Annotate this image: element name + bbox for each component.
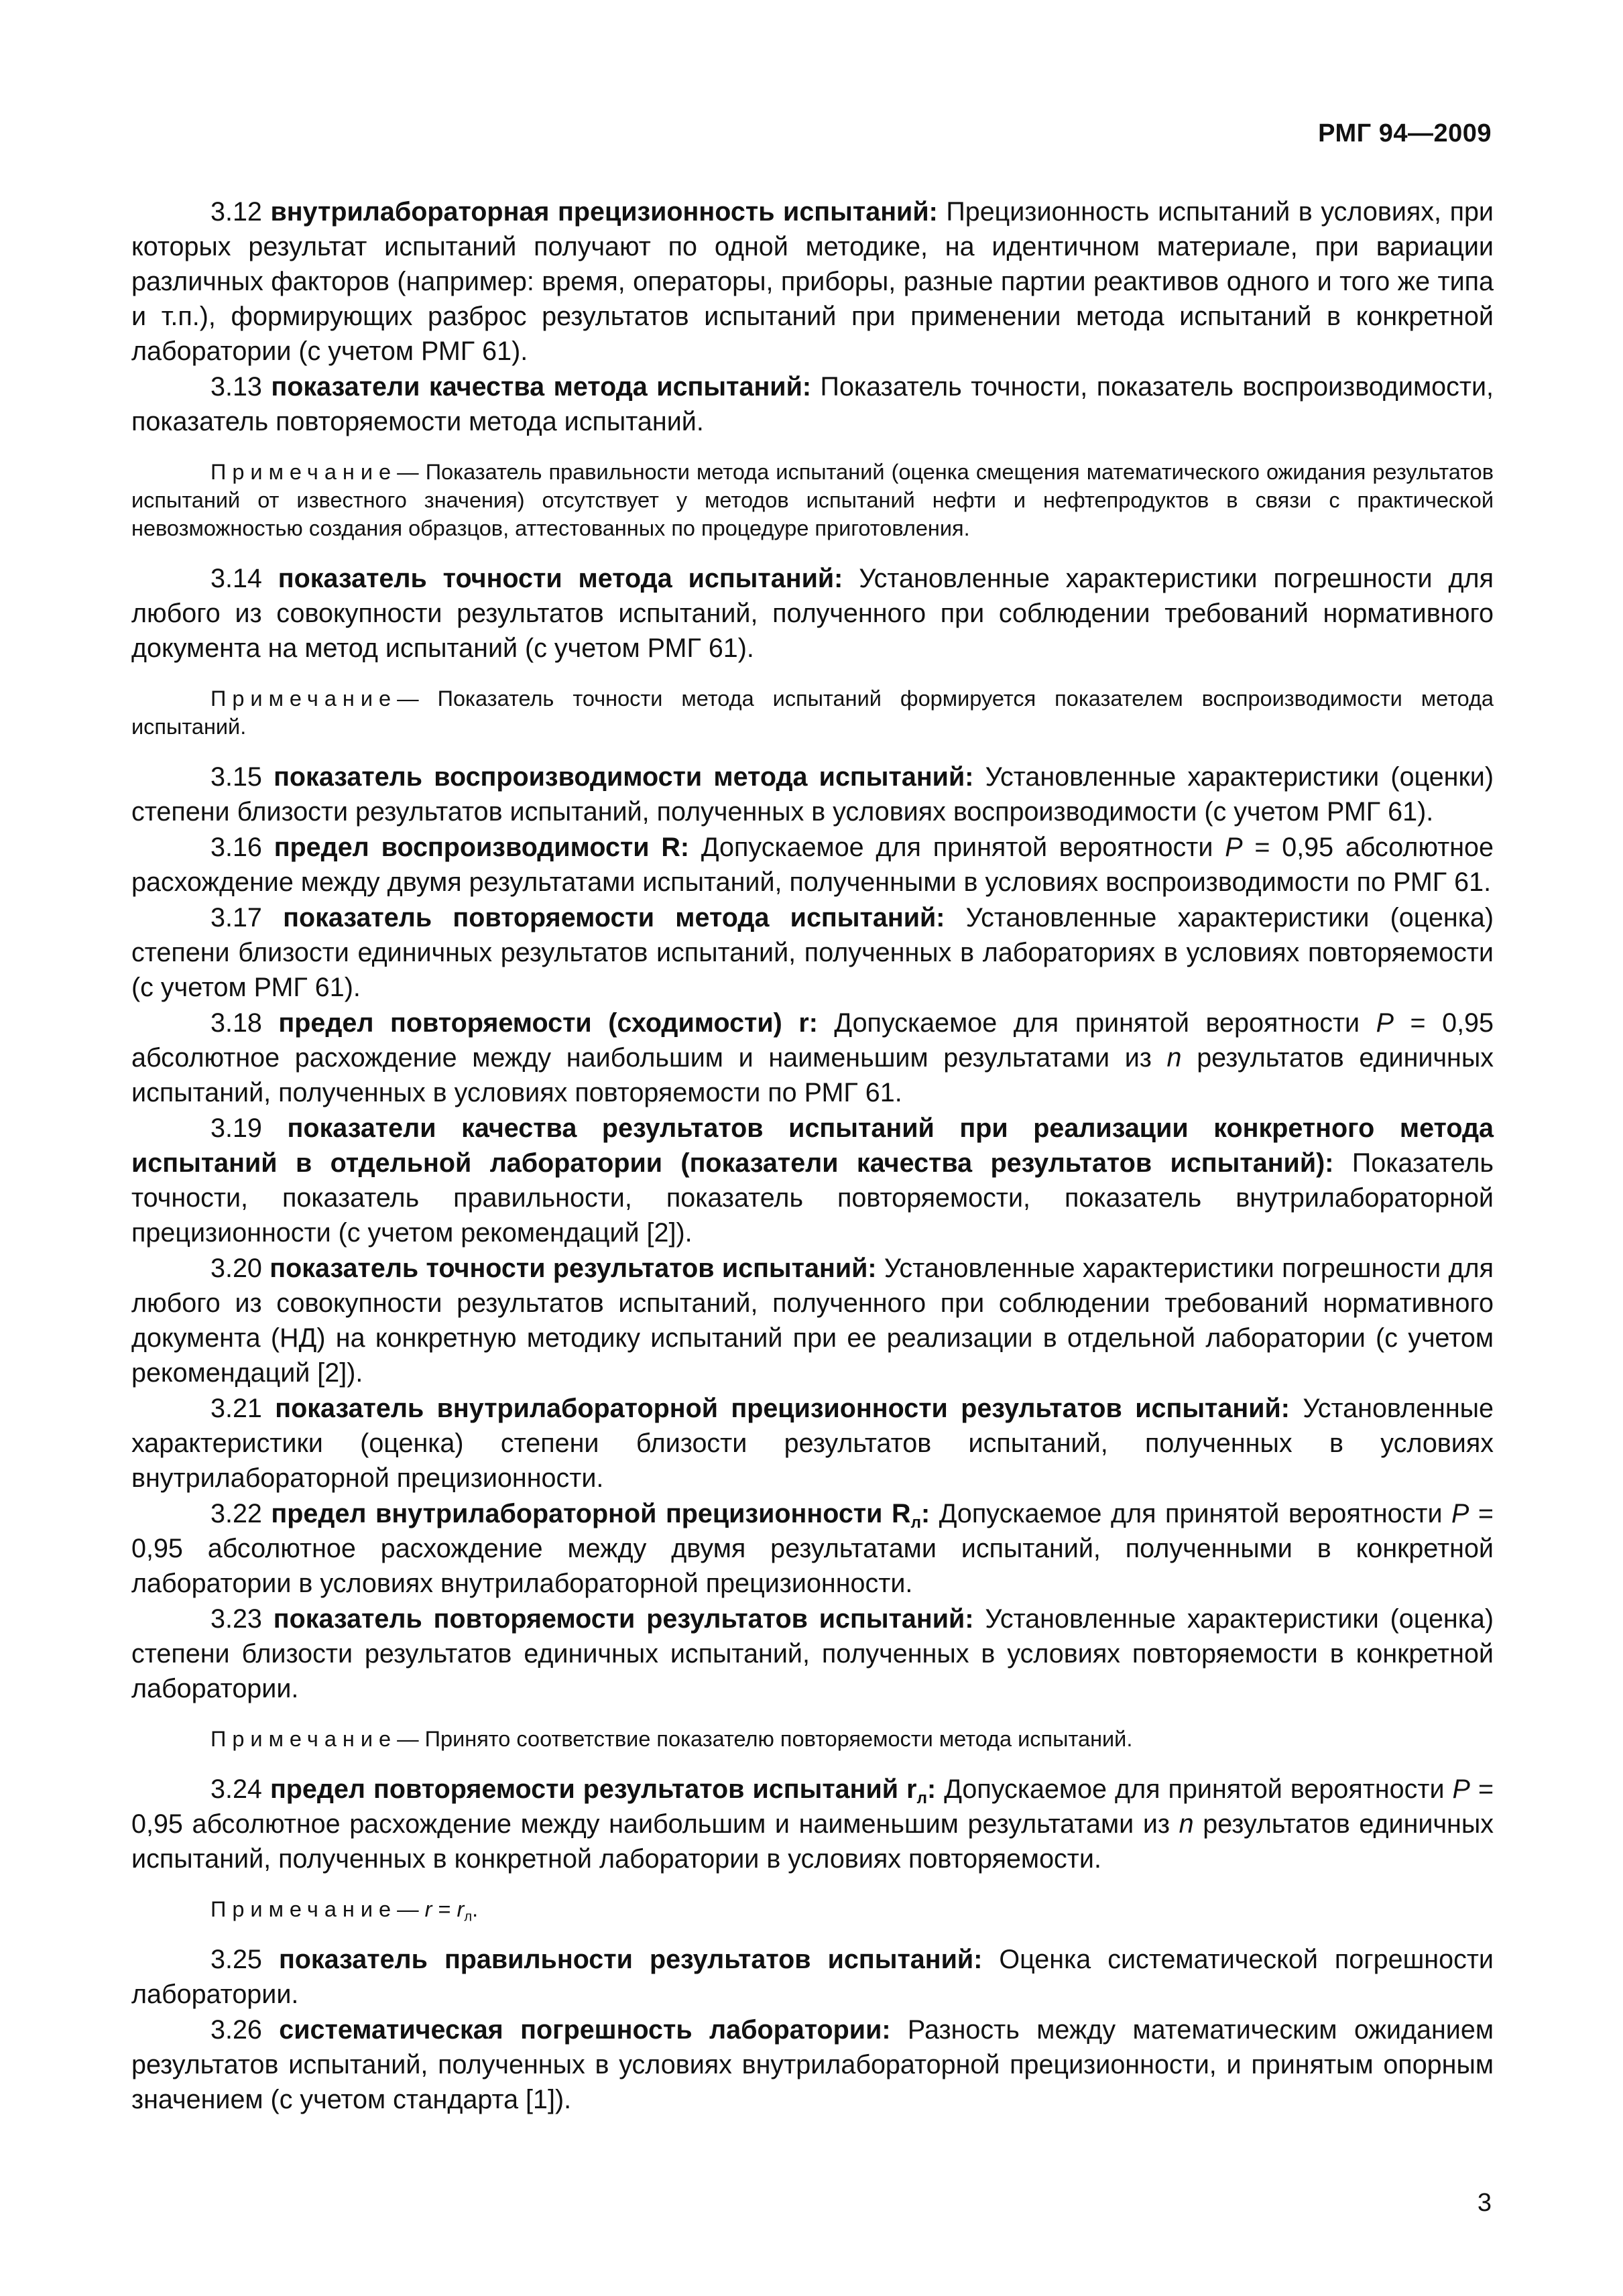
note-1 — [131, 458, 1494, 542]
item-number: 3.20 — [211, 1254, 262, 1283]
definition-3-14 — [131, 561, 1494, 666]
definition-3-24: 3.24 предел повторяемости результатов испытаний $r_л$: Допускаемое для принятой вероятности P = 0,95 абсолютное расхождение между наибольшим и наименьшим результатами из n результатов единичных испытаний, полученных в конкретной лаборатории в условиях повторяемости. — [131, 1774, 1494, 1874]
term: систематическая погрешность лаборатории: — [279, 2015, 891, 2045]
item-number: 3.22 — [211, 1499, 262, 1528]
definition-3-18: 3.18 предел повторяемости (сходимости) r: Допускаемое для принятой вероятности P = 0,95 абсолютное расхождение между наибольшим и наименьшим результатами из n результатов единичных испытаний, полученных в условиях повторяемости по РМГ 61. — [131, 1008, 1494, 1107]
document-body — [131, 194, 1494, 2118]
definition-text: Прецизионность испытаний в условиях, при которых результат испытаний получают по одной методике, на идентичном материале, при вариации различных факторов (например: время, операторы, приборы, разные партии реактивов одного и того же типа и т.п.), формирующих разброс результатов испытаний при применении метода испытаний в конкретной лаборатории (с учетом РМГ 61). — [131, 197, 1494, 366]
variable: n — [1179, 1809, 1194, 1839]
definition-3-26 — [131, 2012, 1494, 2117]
item-number: 3.23 — [211, 1604, 262, 1634]
definition-3-19 — [131, 1111, 1494, 1250]
item-number: 3.13 — [211, 372, 262, 402]
item-number: 3.21 — [211, 1394, 262, 1423]
term: показатель внутрилабораторной прецизионности результатов испытаний: — [275, 1394, 1290, 1423]
definition-text: Установленные характеристики (оценка) степени близости результатов единичных испытаний, полученных в условиях повторяемости в конкретной лаборатории. — [131, 1604, 1494, 1703]
definition-3-25 — [131, 1942, 1494, 2012]
item-number: 3.15 — [211, 762, 262, 792]
variable: P — [1376, 1008, 1394, 1038]
variable: P — [1225, 833, 1243, 862]
term: показатели качества метода испытаний: — [271, 372, 812, 402]
note-3 — [131, 1725, 1494, 1753]
term: предел повторяемости результатов испытаний $r_л$: — [269, 1774, 937, 1807]
note-text: — Принято соответствие показателю повторяемости метода испытаний. — [397, 1727, 1133, 1751]
term: показатель повторяемости метода испытаний: — [283, 903, 945, 932]
item-number: 3.14 — [211, 564, 262, 593]
note-label: Примечание — [211, 460, 398, 484]
term: показатель повторяемости результатов испытаний: — [273, 1604, 974, 1634]
definition-3-21 — [131, 1391, 1494, 1496]
note-text: — Показатель точности метода испытаний формируется показателем воспроизводимости метода испытаний. — [131, 686, 1494, 739]
term: предел повторяемости (сходимости) r: — [278, 1008, 818, 1038]
document-code: РМГ 94—2009 — [1318, 119, 1492, 147]
item-number: 3.16 — [211, 833, 262, 862]
definition-text: Показатель точности, показатель воспроизводимости, показатель повторяемости метода испытаний. — [131, 372, 1494, 436]
note-label: Примечание — [211, 1897, 398, 1921]
definition-text: Установленные характеристики (оценка) степени близости результатов испытаний, полученных в условиях внутрилабораторной прецизионности. — [131, 1394, 1494, 1493]
definition-text: Показатель точности, показатель правильности, показатель повторяемости, показатель внутрилабораторной прецизионности (с учетом рекомендаций [2]). — [131, 1148, 1494, 1248]
term: показатель воспроизводимости метода испытаний: — [274, 762, 974, 792]
definition-3-17 — [131, 900, 1494, 1005]
definition-3-20 — [131, 1251, 1494, 1390]
item-number: 3.18 — [211, 1008, 262, 1038]
definition-3-13 — [131, 369, 1494, 439]
variable: P — [1451, 1499, 1469, 1528]
term: показатели качества результатов испытаний при реализации конкретного метода испытаний в отдельной лаборатории (показатели качества результатов испытаний): — [131, 1113, 1494, 1178]
term: предел воспроизводимости R: — [274, 833, 690, 862]
definition-text: Установленные характеристики погрешности для любого из совокупности результатов испытаний, полученного при соблюдении требований нормативного документа на метод испытаний (с учетом РМГ 61). — [131, 564, 1494, 663]
definition-3-23 — [131, 1602, 1494, 1706]
term: внутрилабораторная прецизионность испытаний: — [270, 197, 938, 227]
item-number: 3.24 — [211, 1774, 262, 1804]
definition-text: Оценка систематической погрешности лаборатории. — [131, 1945, 1494, 2009]
definition-3-16: 3.16 предел воспроизводимости R: Допускаемое для принятой вероятности P = 0,95 абсолютное расхождение между двумя результатами испытаний, полученными в условиях воспроизводимости по РМГ 61. — [131, 833, 1494, 897]
item-number: 3.19 — [211, 1113, 262, 1143]
definition-text: Разность между математическим ожиданием результатов испытаний, полученных в условиях внутрилабораторной прецизионности, и принятым опорным значением (с учетом стандарта [1]). — [131, 2015, 1494, 2114]
definition-3-22: 3.22 предел внутрилабораторной прецизионности $R_л$: Допускаемое для принятой вероятности P = 0,95 абсолютное расхождение между двумя результатами испытаний, полученными в конкретной лаборатории в условиях внутрилабораторной прецизионности. — [131, 1499, 1494, 1598]
variable: P — [1452, 1774, 1470, 1804]
note-label: Примечание — [211, 686, 398, 711]
definition-3-12 — [131, 194, 1494, 369]
term: показатель правильности результатов испытаний: — [278, 1945, 983, 1974]
term: показатель точности результатов испытаний: — [269, 1254, 877, 1283]
term: предел внутрилабораторной прецизионности $R_л$: — [271, 1499, 930, 1532]
item-number: 3.17 — [211, 903, 262, 932]
variable: n — [1166, 1043, 1182, 1073]
note-text: — Показатель правильности метода испытаний (оценка смещения математического ожидания результатов испытаний от известного значения) отсутствует у методов испытаний нефти и нефтепродуктов в связи с практической невозможностью создания образцов, аттестованных по процедуре приготовления. — [131, 460, 1494, 540]
definition-text: Установленные характеристики погрешности для любого из совокупности результатов испытаний, полученного при соблюдении требований нормативного документа (НД) на конкретную методику испытаний при ее реализации в отдельной лаборатории (с учетом рекомендаций [2]). — [131, 1254, 1494, 1388]
page-number: 3 — [1477, 2189, 1492, 2217]
definition-3-15 — [131, 760, 1494, 829]
term: показатель точности метода испытаний: — [278, 564, 843, 593]
note-label: Примечание — [211, 1727, 398, 1751]
item-number: 3.12 — [211, 197, 262, 227]
note-2 — [131, 684, 1494, 741]
definition-text: Установленные характеристики (оценка) степени близости единичных результатов испытаний, полученных в лабораториях в условиях повторяемости (с учетом РМГ 61). — [131, 903, 1494, 1002]
item-number: 3.26 — [211, 2015, 262, 2045]
item-number: 3.25 — [211, 1945, 262, 1974]
definition-text: Установленные характеристики (оценки) степени близости результатов испытаний, полученных в условиях воспроизводимости (с учетом РМГ 61). — [131, 762, 1494, 827]
note-4: Примечание— $r = r_л$. — [211, 1897, 479, 1925]
